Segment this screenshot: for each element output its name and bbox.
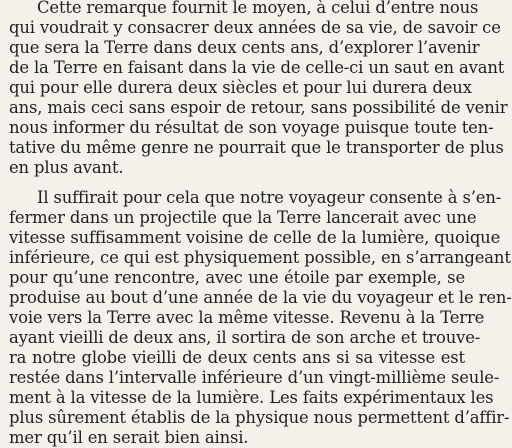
paragraph-1-line-9: en plus avant.: [9, 158, 124, 177]
paragraph-2-line-3: vitesse suffisamment voisine de celle de la lumière, quoique: [9, 228, 501, 247]
paragraph-2-line-11: ment à la vitesse de la lumière. Les faits expérimentaux les: [9, 388, 494, 407]
paragraph-2-line-8: ayant vieilli de deux ans, il sortira de son arche et trouve-: [9, 328, 481, 347]
paragraph-2-line-5: pour qu’une rencontre, avec une étoile par exemple, se: [9, 268, 465, 287]
paragraph-1-line-1: Cette remarque fournit le moyen, à celui d’entre nous: [37, 0, 479, 17]
paragraph-1-line-2: qui voudrait y consacrer deux années de sa vie, de savoir ce: [9, 18, 501, 37]
paragraph-1-line-4: de la Terre en faisant dans la vie de celle-ci un saut en avant: [9, 58, 505, 77]
paragraph-1-line-6: ans, mais ceci sans espoir de retour, sans possibilité de venir: [9, 98, 508, 117]
paragraph-2-line-13: mer qu’il en serait bien ainsi.: [9, 428, 249, 447]
paragraph-2-line-4: inférieure, ce qui est physiquement possible, en s’arrangeant: [9, 248, 511, 267]
paragraph-2-line-6: produise au bout d’une année de la vie du voyageur et le ren-: [9, 288, 512, 307]
paragraph-1-line-5: qui pour elle durera deux siècles et pour lui durera deux: [9, 78, 472, 97]
paragraph-2-line-1: Il suffirait pour cela que notre voyageur consente à s’en-: [37, 188, 502, 207]
paragraph-1-line-7: nous informer du résultat de son voyage puisque toute ten-: [9, 118, 494, 137]
paragraph-2-line-12: plus sûrement établis de la physique nous permettent d’affir-: [9, 408, 510, 427]
paragraph-1-line-8: tative du même genre ne pourrait que le transporter de plus: [9, 138, 504, 157]
paragraph-2-line-10: restée dans l’intervalle inférieure d’un vingt-millième seule-: [9, 368, 500, 387]
paragraph-2-line-2: fermer dans un projectile que la Terre lancerait avec une: [9, 208, 477, 227]
paragraph-1-line-3: que sera la Terre dans deux cents ans, d’explorer l’avenir: [9, 38, 480, 57]
paragraph-2-line-9: ra notre globe vieilli de deux cents ans si sa vitesse est: [9, 348, 465, 367]
paragraph-2-line-7: voie vers la Terre avec la même vitesse. Revenu à la Terre: [9, 308, 485, 327]
